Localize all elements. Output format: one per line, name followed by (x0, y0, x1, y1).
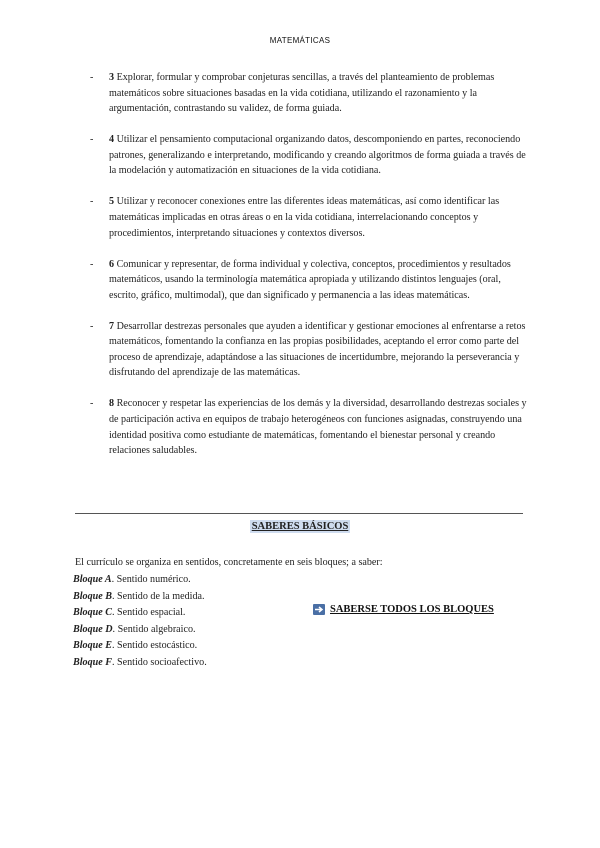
all-blocks-link[interactable] (313, 604, 494, 615)
block-name: Bloque B (73, 590, 112, 602)
competencia-number: 7 (109, 320, 115, 332)
list-dash: - (90, 320, 94, 332)
block-desc: . Sentido numérico. (111, 574, 191, 585)
block-desc: . Sentido espacial. (111, 607, 186, 618)
section-title (0, 521, 600, 532)
competencia-text: Utilizar y reconocer conexiones entre las diferentes ideas matemáticas, así como identificar las matemáticas implicadas en otras áreas o en la vida cotidiana, interrelacionando conceptos y procedimientos, interpretando situaciones y contextos diversos. (109, 196, 500, 239)
competencia-number: 4 (109, 134, 115, 146)
list-item (73, 605, 207, 622)
block-name: Bloque E (73, 640, 112, 651)
list-item (90, 257, 530, 304)
competencia-text: Comunicar y representar, de forma individual y colectiva, conceptos, procedimientos y resultados matemáticos, usando la terminología matemática apropiada y utilizando distintos lenguajes (oral, escrito, gráfico, multimodal), que dan significado y permanencia a las ideas matemáticas. (109, 258, 511, 301)
list-item (90, 396, 530, 458)
competencia-text: Utilizar el pensamiento computacional organizando datos, descomponiendo en partes, reconociendo patrones, generalizando e interpretando, modificando y creando algoritmos de forma guiada a través de la modelación y automatización en situaciones de la vida cotidiana. (109, 134, 526, 177)
arrow-right-icon (313, 604, 325, 615)
competencia-number: 5 (109, 196, 115, 208)
competencia-text: Explorar, formular y comprobar conjeturas sencillas, a través del planteamiento de problemas matemáticos sobre situaciones basadas en la vida cotidiana, utilizando el razonamiento y la argumentación, contrastando su validez, de forma guiada. (109, 72, 495, 115)
list-item (73, 622, 207, 639)
block-desc: . Sentido de la medida. (111, 590, 205, 602)
intro-text: El currículo se organiza en sentidos, concretamente en seis bloques; a saber: (75, 557, 383, 568)
block-name: Bloque A (73, 574, 112, 585)
competencia-text: Desarrollar destrezas personales que ayuden a identificar y gestionar emociones al enfrentarse a retos matemáticos, fomentando la confianza en las propias posibilidades, aceptando el error como parte del proceso de aprendizaje, adaptándose a las situaciones de incertidumbre, mejorando la perseverancia y disfrutando del aprendizaje de las matemáticas. (109, 320, 526, 379)
block-desc: . Sentido socioafectivo. (111, 656, 207, 668)
block-desc: . Sentido algebraico. (112, 623, 196, 635)
block-name: Bloque F (73, 656, 112, 668)
block-name: Bloque D (73, 623, 113, 635)
list-item (73, 589, 207, 606)
page-header: MATEMÁTICAS (269, 36, 331, 45)
competencia-number: 3 (109, 72, 115, 83)
block-name: Bloque C (73, 607, 112, 618)
competencias-list (90, 70, 530, 474)
blocks-list (73, 572, 207, 671)
list-item (90, 132, 530, 179)
section-divider (75, 513, 523, 514)
list-item (73, 638, 207, 655)
competencia-number: 8 (109, 398, 115, 410)
list-item (90, 70, 530, 117)
block-desc: . Sentido estocástico. (111, 640, 198, 651)
list-item (73, 655, 207, 672)
all-blocks-link-label: SABERSE TODOS LOS BLOQUES (330, 604, 494, 615)
list-item (90, 194, 530, 241)
list-dash: - (90, 72, 94, 83)
list-item (90, 319, 530, 381)
section-title-text: SABERES BÁSICOS (251, 521, 349, 532)
competencia-number: 6 (109, 258, 115, 270)
list-dash: - (90, 134, 94, 146)
list-dash: - (90, 196, 94, 208)
list-dash: - (90, 258, 94, 270)
list-dash: - (90, 398, 94, 410)
list-item (73, 572, 207, 589)
competencia-text: Reconocer y respetar las experiencias de los demás y la diversidad, desarrollando destrezas sociales y de participación activa en equipos de trabajo heterogéneos con funciones asignadas, construyendo una identidad positiva como estudiante de matemáticas, fomentando el bienestar personal y creando relaciones saludables. (109, 398, 527, 457)
